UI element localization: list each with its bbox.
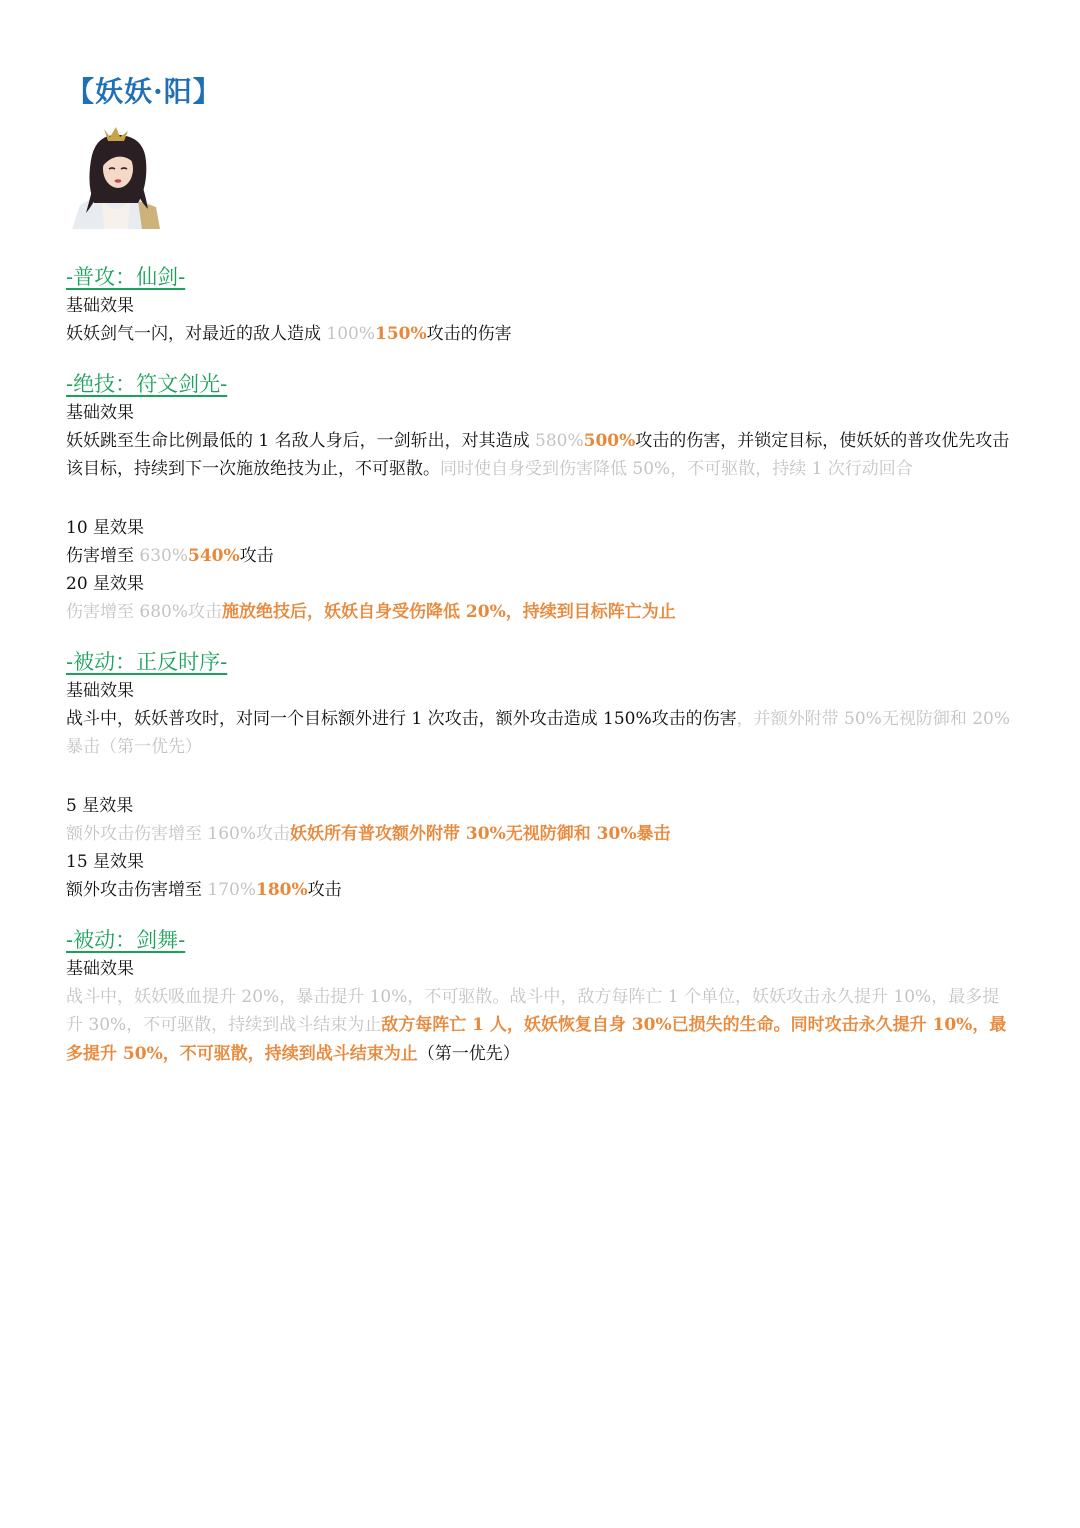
- text-segment: 额外攻击伤害增至: [66, 880, 208, 900]
- text-segment: 攻击的伤害: [426, 324, 512, 344]
- star20-text: [66, 598, 1016, 627]
- skill-heading: -普攻：仙剑-: [66, 265, 186, 289]
- text-segment: 攻击: [307, 880, 342, 900]
- new-value: 150%: [375, 324, 427, 344]
- star10-text: [66, 542, 1016, 571]
- old-value: 630%: [139, 545, 189, 566]
- star15-label: 15 星效果: [66, 852, 145, 872]
- skill-heading: -被动：剑舞-: [66, 927, 186, 952]
- new-value: 敌方每阵亡 1 人，妖妖恢复自身 30%已损失的生命。同时攻击永久提升 10%，最多提升 50%，不可驱散，持续到战斗结束为止: [66, 1015, 1007, 1064]
- base-effect-text: [66, 427, 1016, 484]
- star5-text: [66, 820, 1016, 849]
- text-segment: （第一优先）: [417, 1043, 520, 1064]
- star20-label: 20 星效果: [66, 574, 145, 594]
- new-value: 施放绝技后，妖妖自身受伤降低 20%，持续到目标阵亡为止: [222, 602, 676, 622]
- old-value: 伤害增至 680%攻击: [66, 602, 223, 622]
- skill-heading: -绝技：符文剑光-: [66, 371, 228, 396]
- removed-text: 同时使自身受到伤害降低 50%，不可驱散，持续 1 次行动回合: [440, 459, 913, 479]
- new-value: 500%: [583, 430, 636, 451]
- text-segment: 攻击的伤害，并锁定目标，使妖妖的普攻优先攻击该目标，持续到下一次施放绝技为止，不可驱散。: [66, 430, 1010, 479]
- skill-section-ultimate: [66, 369, 1016, 627]
- text-segment: 攻击: [239, 545, 274, 566]
- old-value: 100%: [326, 324, 376, 344]
- old-value: 580%: [535, 430, 584, 451]
- hero-portrait: [68, 127, 164, 229]
- base-effect-text: [66, 320, 1016, 349]
- removed-text: ，并额外附带 50%无视防御和 20%暴击（第一优先）: [66, 708, 1011, 757]
- text-segment: 妖妖跳至生命比例最低的 1 名敌人身后，一剑斩出，对其造成: [66, 430, 536, 451]
- text-segment: 妖妖剑气一闪，对最近的敌人造成: [66, 324, 327, 344]
- star15-text: [66, 876, 1016, 905]
- base-effect-label: 基础效果: [66, 296, 134, 316]
- skill-section-normal-attack: [66, 262, 1016, 349]
- hero-title: 【妖妖·阳】: [66, 75, 222, 108]
- skill-heading: -被动：正反时序-: [66, 649, 228, 674]
- old-value: 170%: [207, 880, 257, 900]
- base-effect-label: 基础效果: [66, 958, 134, 979]
- text-segment: 战斗中，妖妖普攻时，对同一个目标额外进行 1 次攻击，额外攻击造成 150%攻击的伤害: [66, 708, 737, 729]
- hero-portrait-image: [68, 127, 164, 229]
- text-segment: 伤害增至: [66, 545, 140, 566]
- base-effect-label: 基础效果: [66, 402, 134, 423]
- base-effect-label: 基础效果: [66, 680, 134, 701]
- skill-section-passive-sword-dance: [66, 925, 1016, 1069]
- new-value: 540%: [188, 545, 240, 566]
- base-effect-text: [66, 705, 1016, 762]
- new-value: 180%: [256, 880, 308, 900]
- base-effect-text: [66, 983, 1016, 1069]
- skill-section-passive-timeline: [66, 647, 1016, 905]
- star10-label: 10 星效果: [66, 517, 145, 538]
- old-value: 战斗中，妖妖吸血提升 20%，暴击提升 10%，不可驱散。战斗中，敌方每阵亡 1 个单位，妖妖攻击永久提升 10%，最多提升 30%，不可驱散，持续到战斗结束为止: [66, 986, 1000, 1035]
- star5-label: 5 星效果: [66, 795, 134, 816]
- skill-list: [66, 262, 1016, 1068]
- new-value: 妖妖所有普攻额外附带 30%无视防御和 30%暴击: [290, 823, 671, 844]
- old-value: 额外攻击伤害增至 160%攻击: [66, 823, 291, 844]
